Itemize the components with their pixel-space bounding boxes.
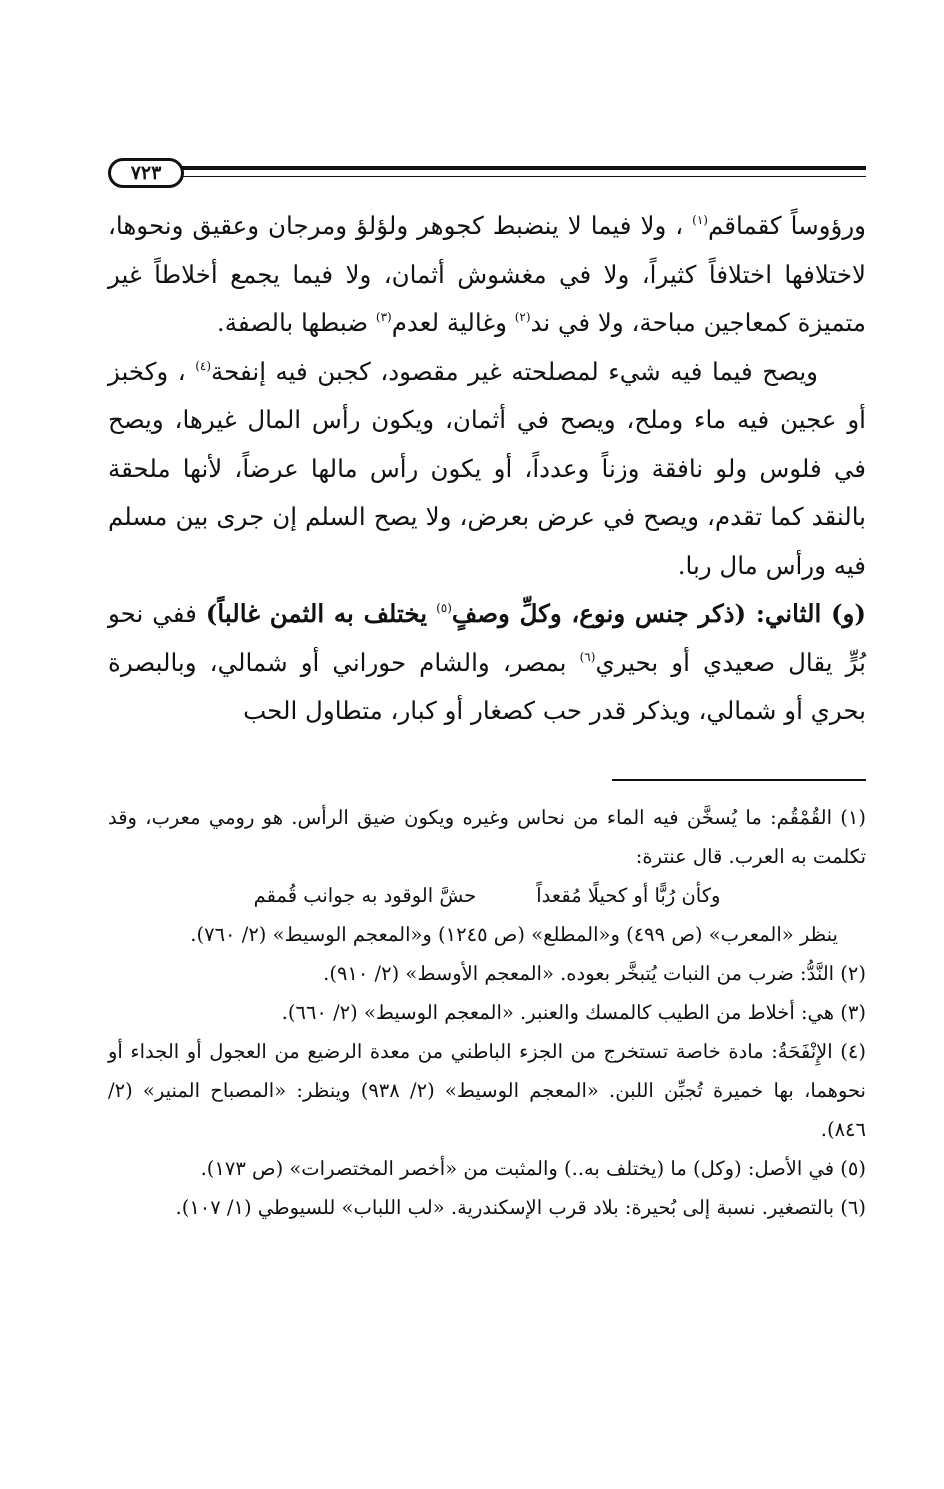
paragraph-1: ورؤوساً كقماقم$^{(١)}$ ، ولا فيما لا ينضبط كجوهر ولؤلؤ ومرجان وعقيق ونحوها، لاختلافها اختلافاً كثيراً، ولا في مغشوش أثمان، ولا فيما يجمع أخلاطاً غير متميزة كمعاجين مباحة، ولا في ند$^{(٢)}$ وغالية لعدم$^{(٣)}$ ضبطها بالصفة.: [108, 211, 867, 337]
footnotes: [108, 798, 866, 1227]
footnote-1-verse: وكأن رُبًّا أو كحيلًا مُقعداً حشَّ الوقود به جوانب قُمقم: [253, 884, 721, 907]
footnote-1-source: ينظر «المعرب» (ص ٤٩٩) و«المطلع» (ص ١٢٤٥) و«المعجم الوسيط» (٢/ ٧٦٠).: [190, 923, 838, 946]
page-header: [108, 150, 866, 190]
footnote-ref-5: (٥): [436, 601, 452, 615]
footnote-ref-6: (٦): [579, 649, 596, 664]
paragraph-2: ويصح فيما فيه شيء لمصلحته غير مقصود، كجبن فيه إنفحة$^{(٤)}$ ، وكخبز أو عجين فيه ماء وملح، ويصح في أثمان، ويكون رأس المال غيرها، ويصح في فلوس ولو نافقة وزناً وعدداً، أو يكون رأس مالها عرضاً، لأنها ملحقة بالنقد كما تقدم، ويصح في عرض بعرض، ولا يصح السلم إن جرى بين مسلم فيه ورأس مال ربا.: [108, 356, 866, 580]
main-text: [108, 202, 866, 736]
footnote-ref-4: (٤): [195, 358, 212, 373]
paragraph-3: (و) الثاني: (ذكر جنس ونوع، وكلِّ وصفٍ$^{(٥)}$ يختلف به الثمن غالباً) ففي نحو بُرٍّ يقال صعيدي أو بحيري$^{(٦)}$ بمصر، والشام حوراني أو شمالي، وبالبصرة بحري أو شمالي، ويذكر قدر حب كصغار أو كبار، متطاول الحب: [108, 599, 866, 725]
footnote-ref-2: (٢): [514, 310, 531, 324]
footnote-5: (٥) في الأصل: (وكل) ما (يختلف به..) والمثبت من «أخصر المختصرات» (ص ١٧٣).: [200, 1157, 866, 1180]
header-rule-thin: [182, 176, 866, 177]
header-rule: [182, 166, 866, 170]
footnote-2: (٢) النَّدُّ: ضرب من النبات يُتبخَّر بعوده. «المعجم الأوسط» (٢/ ٩١٠).: [323, 962, 866, 985]
footnote-ref-1: (١): [692, 213, 708, 227]
footnote-separator: [612, 779, 866, 781]
footnote-1: (١) القُمْقُم: ما يُسخَّن فيه الماء من نحاس وغيره ويكون ضيق الرأس. هو رومي معرب، وقد تكلمت به العرب. قال عنترة:: [108, 806, 866, 868]
page-number: ٧٢٣: [108, 158, 184, 188]
footnote-6: (٦) بالتصغير. نسبة إلى بُحيرة: بلاد قرب الإسكندرية. «لب اللباب» للسيوطي (١/ ١٠٧).: [175, 1196, 866, 1219]
footnote-ref-3: (٣): [375, 310, 392, 324]
footnote-3: (٣) هي: أخلاط من الطيب كالمسك والعنبر. «المعجم الوسيط» (٢/ ٦٦٠).: [281, 1001, 866, 1024]
footnote-4: (٤) الإِنْفَحَةُ: مادة خاصة تستخرج من الجزء الباطني من معدة الرضيع من العجول أو الجداء أو نحوهما، بها خميرة تُجبِّن اللبن. «المعجم الوسيط» (٢/ ٩٣٨) وينظر: «المصباح المنير» (٢/ ٨٤٦).: [108, 1040, 866, 1141]
